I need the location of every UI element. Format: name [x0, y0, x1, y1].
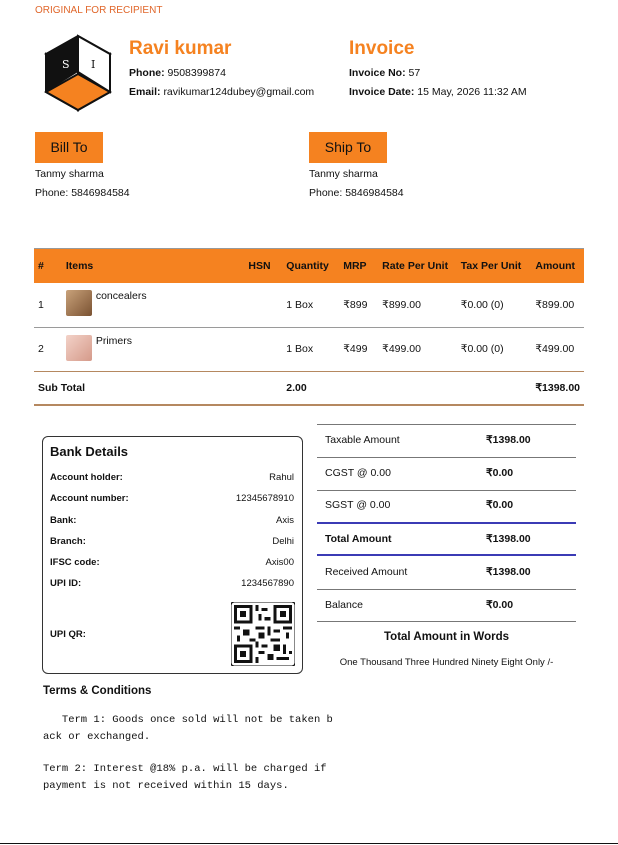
quantity-cell: 1 Box	[286, 298, 314, 311]
branch-value: Delhi	[272, 536, 294, 547]
hsn-cell	[244, 283, 282, 327]
total-divider-bottom	[317, 554, 576, 556]
received-amount-value: ₹1398.00	[486, 566, 531, 578]
upi-id-label: UPI ID:	[50, 578, 82, 589]
balance-label: Balance	[325, 599, 363, 611]
amount-cell: ₹899.00	[535, 298, 575, 311]
upi-id-value: 1234567890	[241, 578, 294, 589]
term-1-line-2: ack or exchanged.	[43, 731, 151, 743]
table-row	[34, 327, 584, 371]
ifsc-value: Axis00	[265, 557, 294, 568]
account-number-label: Account number:	[50, 493, 129, 504]
summary-divider	[317, 457, 576, 458]
row-number: 1	[38, 298, 44, 311]
amount-in-words: One Thousand Three Hundred Ninety Eight Only /-	[339, 657, 554, 668]
tax-cell: ₹0.00 (0)	[460, 298, 504, 311]
bill-to-phone: Phone: 5846984584	[35, 187, 130, 199]
amount-cell: ₹499.00	[535, 343, 575, 355]
seller-name: Ravi kumar	[129, 38, 232, 59]
sgst-value: ₹0.00	[486, 499, 514, 511]
bank-label: Bank:	[50, 515, 77, 526]
col-header-items: Items	[62, 249, 245, 284]
subtotal-label: Sub Total	[34, 371, 282, 405]
col-header-quantity: Quantity	[282, 249, 339, 284]
col-header-rate: Rate Per Unit	[378, 249, 457, 284]
bank-details-title: Bank Details	[50, 444, 129, 459]
subtotal-row	[34, 371, 584, 405]
logo-letter-s: S	[62, 58, 70, 71]
col-header-number: #	[34, 249, 62, 284]
total-divider-top	[317, 522, 576, 524]
col-header-mrp: MRP	[339, 249, 378, 284]
col-header-tax: Tax Per Unit	[457, 249, 532, 284]
ship-to-name: Tanmy sharma	[309, 168, 378, 180]
seller-email: Email: ravikumar124dubey@gmail.com	[129, 86, 315, 98]
term-1-line-1: Term 1: Goods once sold will not be taken b	[43, 714, 333, 726]
mrp-cell: ₹499	[343, 343, 368, 355]
summary-divider	[317, 490, 576, 491]
item-cell: concealers	[62, 283, 245, 327]
logo-letter-i: I	[91, 58, 96, 71]
original-for-recipient-label: ORIGINAL FOR RECIPIENT	[35, 5, 163, 16]
amount-in-words-title: Total Amount in Words	[384, 631, 509, 643]
invoice-title: Invoice	[349, 38, 415, 59]
sgst-label: SGST @ 0.00	[325, 499, 391, 511]
ifsc-label: IFSC code:	[50, 557, 100, 568]
invoice-date: Invoice Date: 15 May, 2026 11:32 AM	[349, 86, 527, 98]
branch-label: Branch:	[50, 536, 86, 547]
upi-qr-code	[231, 602, 295, 666]
bank-value: Axis	[276, 515, 294, 526]
bill-to-name: Tanmy sharma	[35, 168, 104, 180]
subtotal-quantity: 2.00	[282, 371, 531, 405]
cgst-label: CGST @ 0.00	[325, 467, 391, 479]
taxable-amount-value: ₹1398.00	[486, 434, 531, 446]
total-amount-label: Total Amount	[325, 533, 392, 545]
seller-phone: Phone: 9508399874	[129, 67, 226, 79]
upi-qr-label: UPI QR:	[50, 629, 86, 640]
page-bottom-border	[0, 843, 618, 844]
total-amount-value: ₹1398.00	[486, 533, 531, 545]
table-row	[34, 283, 584, 327]
taxable-amount-label: Taxable Amount	[325, 434, 400, 446]
primer-image	[66, 335, 92, 361]
bill-to-tag: Bill To	[35, 132, 103, 163]
col-header-amount: Amount	[531, 249, 584, 284]
subtotal-amount: ₹1398.00	[531, 371, 584, 405]
tax-cell: ₹0.00 (0)	[460, 343, 504, 355]
ship-to-tag: Ship To	[309, 132, 387, 163]
summary-divider	[317, 424, 576, 425]
invoice-number: Invoice No: 57	[349, 67, 421, 79]
balance-value: ₹0.00	[486, 599, 514, 611]
term-2-line-2: payment is not received within 15 days.	[43, 780, 289, 792]
summary-divider	[317, 621, 576, 622]
rate-cell: ₹499.00	[382, 343, 421, 355]
quantity-cell: 1 Box	[286, 343, 314, 355]
account-holder-label: Account holder:	[50, 472, 123, 483]
company-logo	[44, 34, 112, 112]
concealer-image	[66, 290, 92, 316]
hsn-cell	[244, 327, 282, 371]
cgst-value: ₹0.00	[486, 467, 514, 479]
items-table	[34, 248, 584, 406]
received-amount-label: Received Amount	[325, 566, 408, 578]
item-cell: Primers	[62, 327, 245, 371]
row-number: 2	[38, 343, 44, 355]
col-header-hsn: HSN	[244, 249, 282, 284]
mrp-cell: ₹899	[343, 298, 368, 311]
account-number-value: 12345678910	[235, 493, 294, 504]
rate-cell: ₹899.00	[382, 298, 421, 311]
summary-divider	[317, 589, 576, 590]
account-holder-value: Rahul	[269, 472, 294, 483]
ship-to-phone: Phone: 5846984584	[309, 187, 404, 199]
term-2-line-1: Term 2: Interest @18% p.a. will be charged if	[43, 763, 327, 775]
terms-title: Terms & Conditions	[43, 685, 152, 697]
